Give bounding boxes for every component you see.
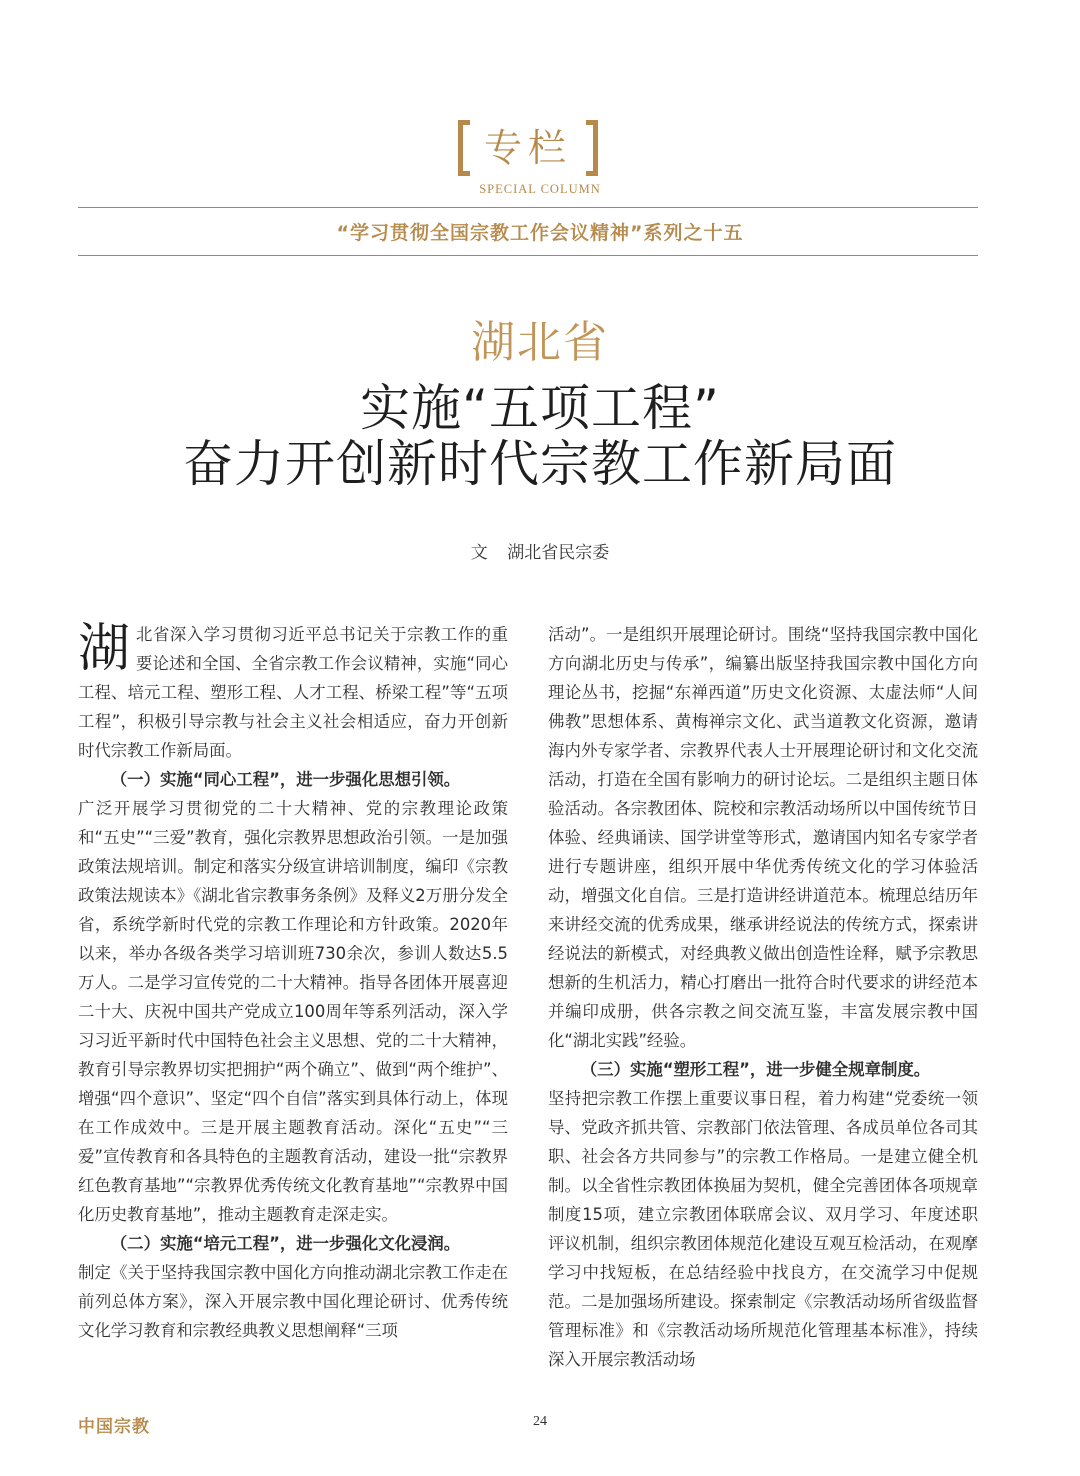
byline-author: 湖北省民宗委 [507, 543, 610, 563]
series-label: “学习贯彻全国宗教工作会议精神”系列之十五 [336, 222, 744, 244]
column-logo-box [458, 120, 598, 176]
article-title-line2: 实施“五项工程” [360, 379, 720, 437]
drop-cap: 湖 [78, 619, 131, 679]
article-title-province: 湖北省 [471, 317, 609, 368]
right-bracket-icon [586, 120, 598, 176]
left-bracket-icon [458, 120, 470, 176]
column-title: 专栏 [483, 126, 572, 170]
byline [0, 538, 1080, 563]
body-column-right [548, 620, 978, 1374]
intro-paragraph [78, 620, 508, 765]
byline-label: 文 [470, 543, 488, 563]
section-heading-1: （一）实施“同心工程”，进一步强化思想引领。 [110, 770, 461, 789]
section-paragraph-2a: 制定《关于坚持我国宗教中国化方向推动湖北宗教工作走在前列总体方案》，深入开展宗教中国化理论研讨、优秀传统文化学习教育和宗教经典教义思想阐释“三项 [78, 1263, 508, 1340]
section-paragraph-3: 坚持把宗教工作摆上重要议事日程，着力构建“党委统一领导、党政齐抓共管、宗教部门依法管理、各成员单位各司其职、社会各方共同参与”的宗教工作格局。一是建立健全机制。以全省性宗教团体换届为契机，健全完善团体各项规章制度15项，建立宗教团体联席会议、双月学习、年度述职评议机制，组织宗教团体规范化建设互观互检活动，在观摩学习中找短板，在总结经验中找良方，在交流学习中促规范。二是加强场所建设。探索制定《宗教活动场所省级监督管理标准》和《宗教活动场所规范化管理基本标准》，持续深入开展宗教活动场 [548, 1089, 978, 1369]
magazine-logo: 中国宗教 [78, 1417, 150, 1437]
section-paragraph-2b: 活动”。一是组织开展理论研讨。围绕“坚持我国宗教中国化方向湖北历史与传承”，编纂出版坚持我国宗教中国化方向理论丛书，挖掘“东禅西道”历史文化资源、太虚法师“人间佛教”思想体系、黄梅禅宗文化、武当道教文化资源，邀请海内外专家学者、宗教界代表人士开展理论研讨和文化交流活动，打造在全国有影响力的研讨论坛。二是组织主题日体验活动。各宗教团体、院校和宗教活动场所以中国传统节日体验、经典诵读、国学讲堂等形式，邀请国内知名专家学者进行专题讲座，组织开展中华优秀传统文化的学习体验活动，增强文化自信。三是打造讲经讲道范本。梳理总结历年来讲经交流的优秀成果，继承讲经说法的传统方式，探索讲经说法的新模式，对经典教义做出创造性诠释，赋予宗教思想新的生机活力，精心打磨出一批符合时代要求的讲经范本并编印成册，供各宗教之间交流互鉴，丰富发展宗教中国化“湖北实践”经验。 [548, 625, 978, 1050]
series-divider [78, 255, 978, 256]
page-number: 24 [533, 1414, 547, 1429]
article-title-line3: 奋力开创新时代宗教工作新局面 [183, 435, 897, 493]
intro-text: 北省深入学习贯彻习近平总书记关于宗教工作的重要论述和全国、全省宗教工作会议精神，实施“同心工程、培元工程、塑形工程、人才工程、桥梁工程”等“五项工程”，积极引导宗教与社会主义社会相适应，奋力开创新时代宗教工作新局面。 [78, 625, 508, 760]
section-paragraph-1: 广泛开展学习贯彻党的二十大精神、党的宗教理论政策和“五史”“三爱”教育，强化宗教界思想政治引领。一是加强政策法规培训。制定和落实分级宣讲培训制度，编印《宗教政策法规读本》《湖北省宗教事务条例》及释义2万册分发全省，系统学新时代党的宗教工作理论和方针政策。2020年以来，举办各级各类学习培训班730余次，参训人数达5.5万人。二是学习宣传党的二十大精神。指导各团体开展喜迎二十大、庆祝中国共产党成立100周年等系列活动，深入学习习近平新时代中国特色社会主义思想、党的二十大精神，教育引导宗教界切实把拥护“两个确立”、做到“两个维护”、增强“四个意识”、坚定“四个自信”落实到具体行动上，体现在工作成效中。三是开展主题教育活动。深化“五史”“三爱”宣传教育和各具特色的主题教育活动，建设一批“宗教界红色教育基地”“宗教界优秀传统文化教育基地”“宗教界中国化历史教育基地”，推动主题教育走深走实。 [78, 799, 508, 1224]
top-divider [78, 207, 978, 208]
column-logo [0, 120, 1080, 200]
section-heading-2: （二）实施“培元工程”，进一步强化文化浸润。 [110, 1234, 461, 1253]
body-column-left [78, 620, 508, 1345]
section-heading-3: （三）实施“塑形工程”，进一步健全规章制度。 [580, 1060, 931, 1079]
column-subtitle: SPECIAL COLUMN [479, 182, 601, 196]
